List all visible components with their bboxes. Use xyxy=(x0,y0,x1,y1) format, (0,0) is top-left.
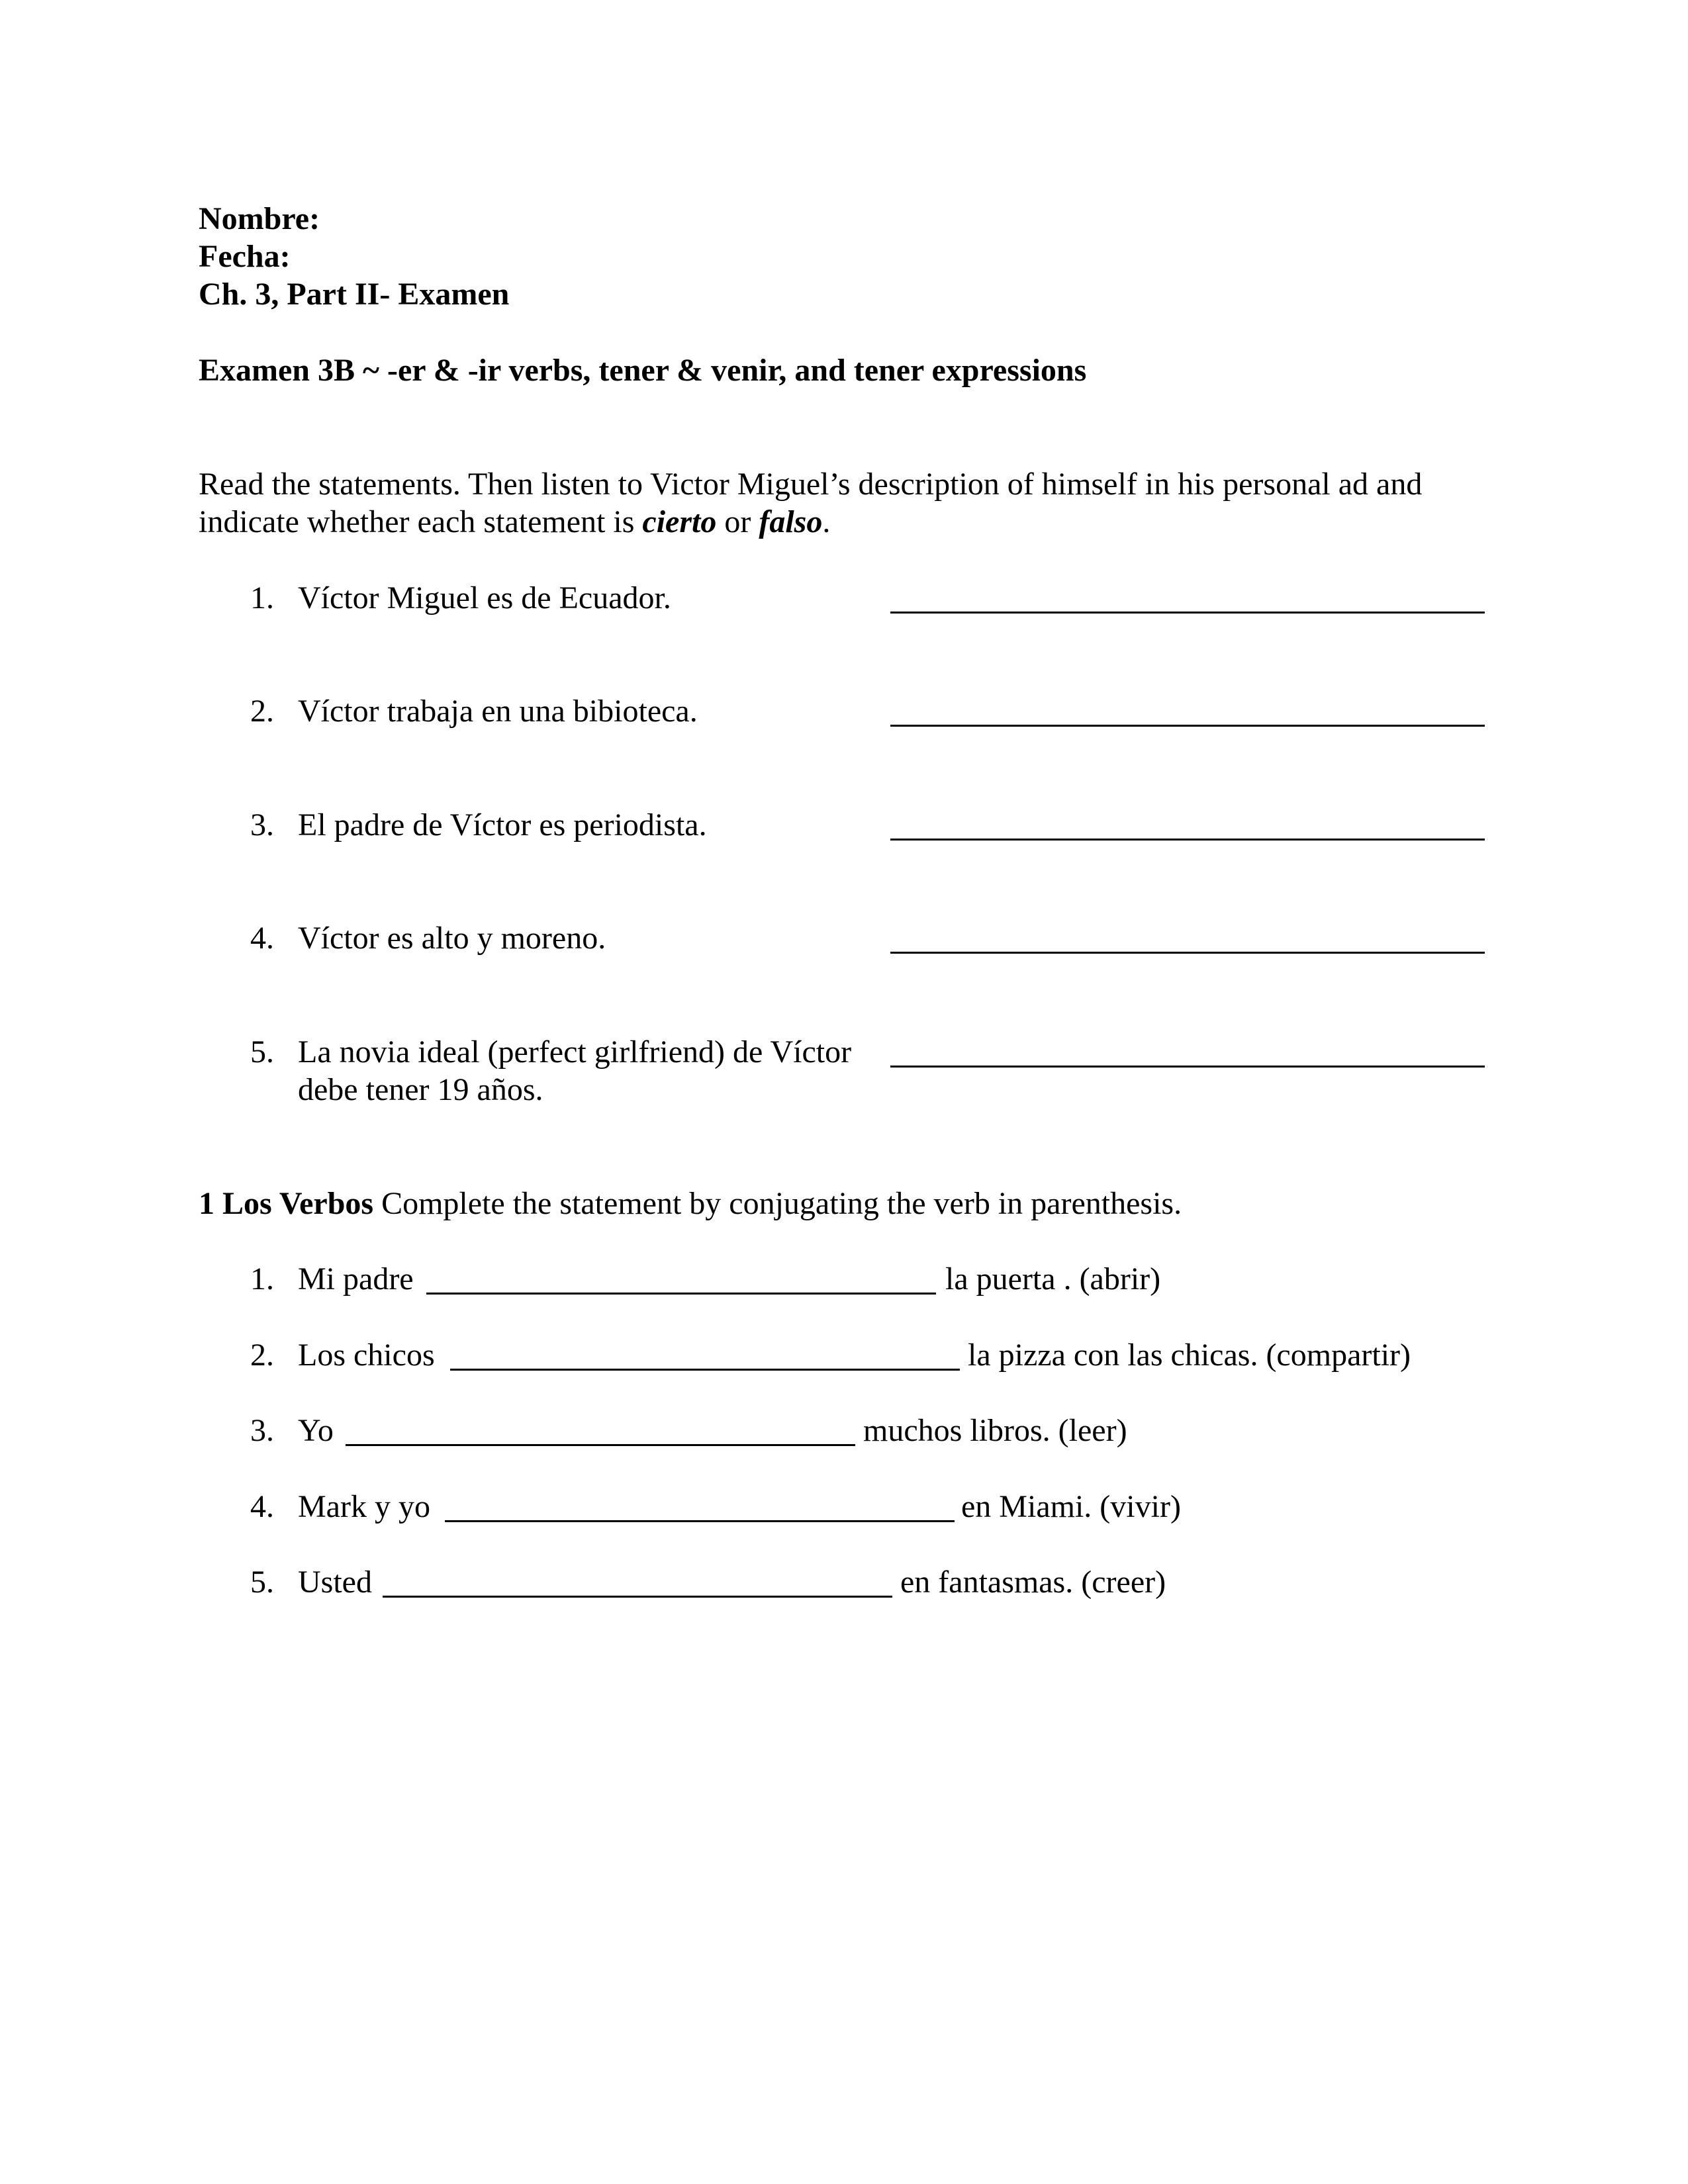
cierto-word: cierto xyxy=(642,504,717,539)
item-number: 3. xyxy=(250,807,274,842)
fecha-label: Fecha: xyxy=(199,239,291,274)
section-2-instructions: Complete the statement by conjugating the verb in parenthesis. xyxy=(373,1186,1182,1221)
answer-blank[interactable] xyxy=(890,1066,1485,1068)
item-number: 5. xyxy=(250,1034,274,1069)
sentence-start: Mi padre xyxy=(298,1261,414,1297)
item-number: 5. xyxy=(250,1565,274,1600)
statement-text: La novia ideal (perfect girlfriend) de Víctor xyxy=(298,1034,852,1069)
answer-blank[interactable] xyxy=(890,725,1485,727)
item-number: 2. xyxy=(250,694,274,729)
verb-blank[interactable] xyxy=(426,1293,936,1295)
statement-text: Víctor Miguel es de Ecuador. xyxy=(298,580,671,615)
verb-blank[interactable] xyxy=(450,1369,960,1371)
section-2-heading xyxy=(199,1185,1182,1223)
item-number: 1. xyxy=(250,580,274,615)
statement-text: El padre de Víctor es periodista. xyxy=(298,807,707,842)
statement-text: Víctor es alto y moreno. xyxy=(298,921,606,956)
exam-title: Examen 3B ~ -er & -ir verbs, tener & venir, and tener expressions xyxy=(199,353,1087,388)
item-number: 1. xyxy=(250,1261,274,1297)
sentence-start: Mark y yo xyxy=(298,1489,430,1524)
item-number: 2. xyxy=(250,1338,274,1373)
sentence-end: la pizza con las chicas. (compartir) xyxy=(968,1338,1411,1373)
statement-text-continued: debe tener 19 años. xyxy=(298,1072,543,1107)
verb-blank[interactable] xyxy=(383,1596,892,1598)
verb-blank[interactable] xyxy=(346,1444,855,1446)
item-number: 4. xyxy=(250,1489,274,1524)
section-2-title: 1 Los Verbos xyxy=(199,1186,374,1221)
item-number: 4. xyxy=(250,921,274,956)
sentence-start: Yo xyxy=(298,1413,334,1448)
nombre-label: Nombre: xyxy=(199,201,320,236)
sentence-end: muchos libros. (leer) xyxy=(863,1413,1127,1448)
falso-word: falso xyxy=(759,504,823,539)
instructions-line-2: indicate whether each statement is cierto or falso. xyxy=(199,504,831,539)
answer-blank[interactable] xyxy=(890,952,1485,954)
verb-blank[interactable] xyxy=(445,1520,955,1522)
answer-blank[interactable] xyxy=(890,612,1485,614)
sentence-end: en fantasmas. (creer) xyxy=(900,1565,1166,1600)
sentence-start: Usted xyxy=(298,1565,372,1600)
instructions-line-1: Read the statements. Then listen to Victor Miguel’s description of himself in his personal ad and xyxy=(199,467,1423,502)
sentence-end: la puerta . (abrir) xyxy=(945,1261,1161,1297)
answer-blank[interactable] xyxy=(890,839,1485,841)
item-number: 3. xyxy=(250,1413,274,1448)
chapter-label: Ch. 3, Part II- Examen xyxy=(199,277,510,312)
statement-text: Víctor trabaja en una bibioteca. xyxy=(298,694,698,729)
sentence-start: Los chicos xyxy=(298,1338,435,1373)
sentence-end: en Miami. (vivir) xyxy=(961,1489,1181,1524)
